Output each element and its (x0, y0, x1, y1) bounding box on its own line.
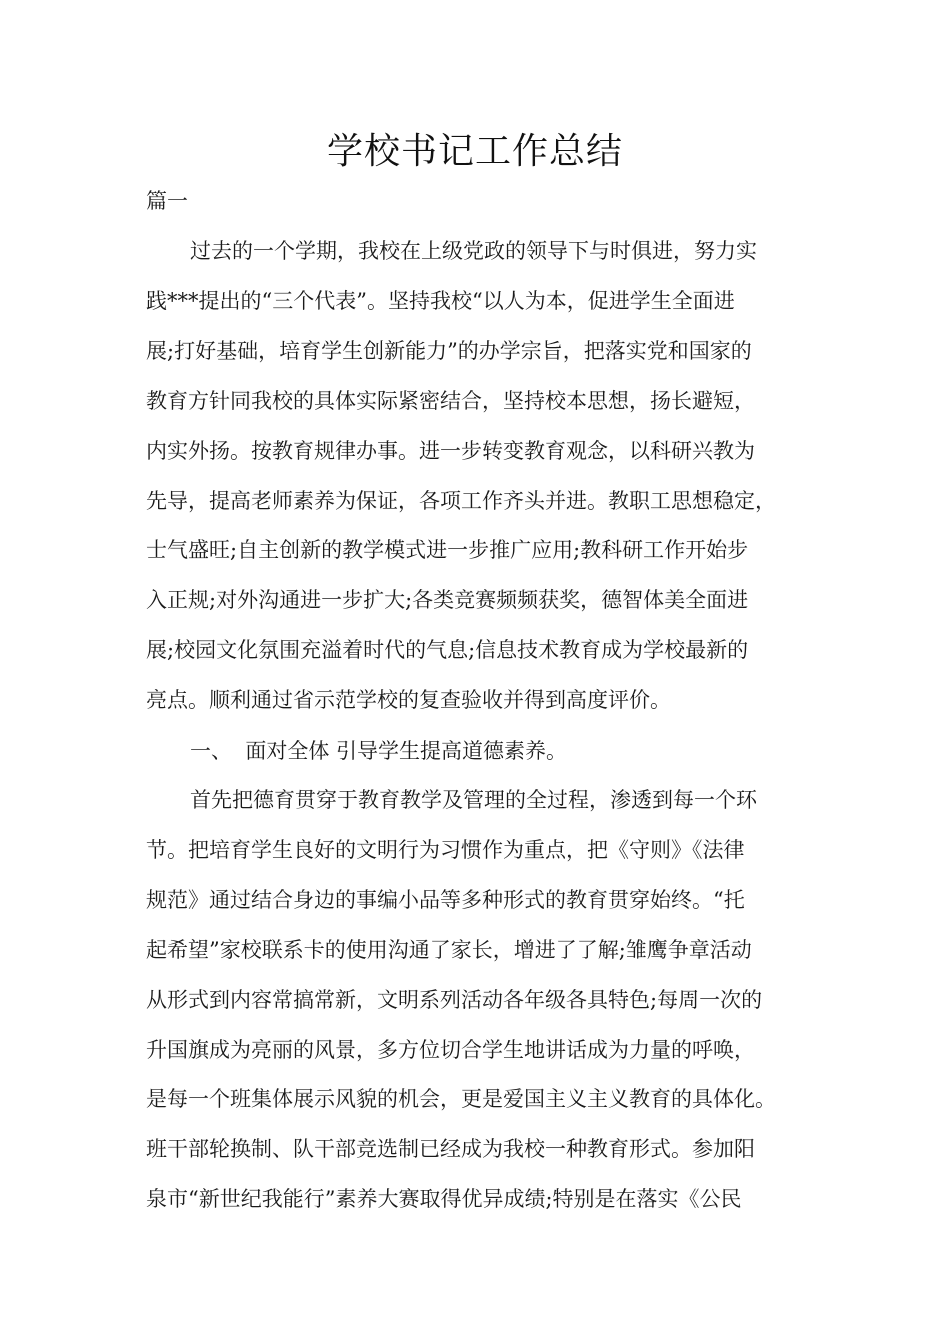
paragraph-line: 展;校园文化氛围充溢着时代的气息;信息技术教育成为学校最新的 (146, 638, 749, 663)
paragraph-2 (146, 776, 818, 1225)
paragraph-line: 展;打好基础，培育学生创新能力”的办学宗旨，把落实党和国家的 (146, 338, 752, 363)
paragraph-line: 践***提出的“三个代表”。坚持我校“以人为本，促进学生全面进 (146, 288, 735, 313)
paragraph-line: 起希望”家校联系卡的使用沟通了家长，增进了了解;雏鹰争章活动 (146, 937, 752, 962)
section-label: 篇一 (146, 189, 188, 213)
paragraph-line: 先导，提高老师素养为保证，各项工作齐头并进。教职工思想稳定， (146, 488, 776, 513)
paragraph-line: 是每一个班集体展示风貌的机会，更是爱国主义主义教育的具体化。 (146, 1087, 776, 1112)
paragraph-line: 首先把德育贯穿于教育教学及管理的全过程，渗透到每一个环 (190, 788, 757, 812)
document-title: 学校书记工作总结 (326, 131, 623, 172)
section-heading-1: 一、 面对全体 引导学生提高道德素养。 (190, 739, 568, 763)
paragraph-line: 教育方针同我校的具体实际紧密结合，坚持校本思想，扬长避短， (146, 388, 755, 413)
paragraph-line: 节。把培育学生良好的文明行为习惯作为重点，把《守则》《法律 (146, 837, 745, 862)
paragraph-line: 班干部轮换制、队干部竞选制已经成为我校一种教育形式。参加阳 (146, 1137, 755, 1162)
paragraph-line: 泉市“新世纪我能行”素养大赛取得优异成绩;特别是在落实《公民 (146, 1187, 742, 1212)
paragraph-line: 过去的一个学期，我校在上级党政的领导下与时俱进，努力实 (190, 239, 757, 263)
paragraph-line: 亮点。顺利通过省示范学校的复查验收并得到高度评价。 (146, 688, 671, 713)
paragraph-line: 士气盛旺;自主创新的教学模式进一步推广应用;教科研工作开始步 (146, 538, 749, 563)
paragraph-1 (146, 227, 818, 726)
paragraph-line: 入正规;对外沟通进一步扩大;各类竞赛频频获奖，德智体美全面进 (146, 588, 749, 613)
paragraph-line: 规范》通过结合身边的事编小品等多种形式的教育贯穿始终。“托 (146, 887, 745, 912)
paragraph-line: 从形式到内容常搞常新，文明系列活动各年级各具特色;每周一次的 (146, 987, 763, 1012)
paragraph-line: 内实外扬。按教育规律办事。进一步转变教育观念，以科研兴教为 (146, 438, 755, 463)
paragraph-line: 升国旗成为亮丽的风景，多方位切合学生地讲话成为力量的呼唤， (146, 1037, 755, 1062)
